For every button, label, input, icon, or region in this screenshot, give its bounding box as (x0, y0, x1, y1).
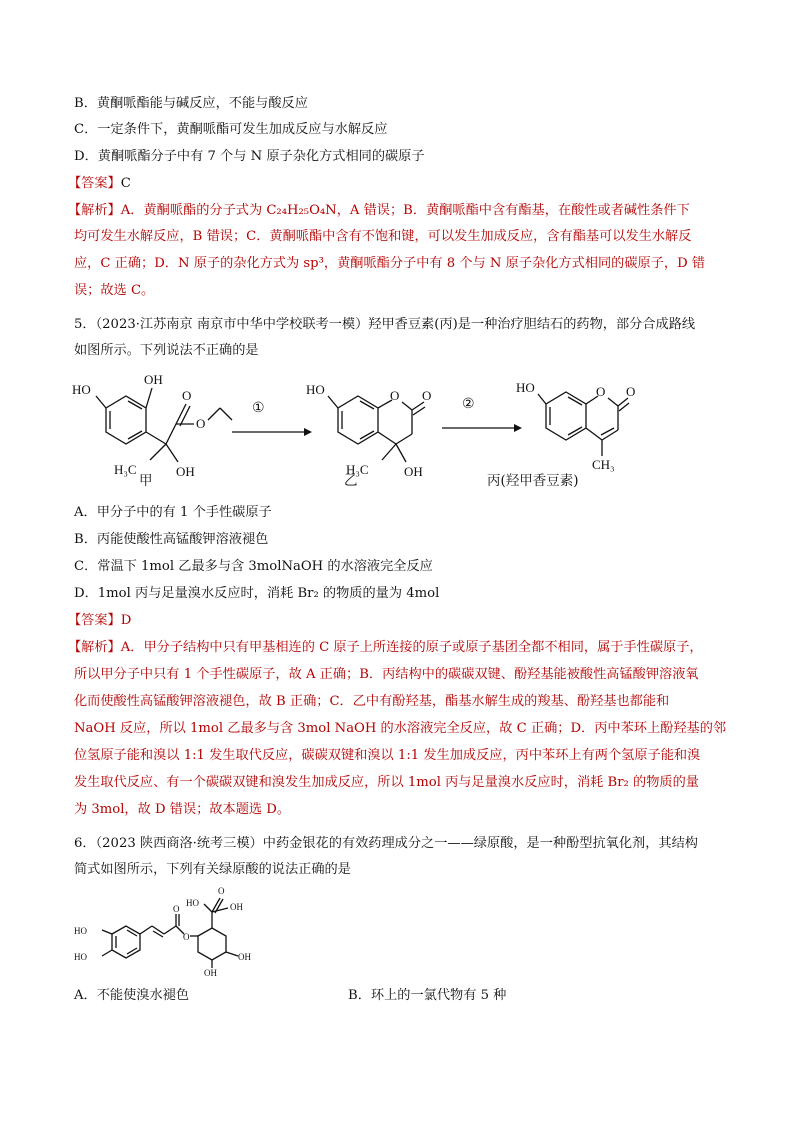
atom-label: HO (74, 952, 87, 962)
chlorogenic-acid-structure (70, 884, 270, 976)
q4-option-d: D．黄酮哌酯分子中有 7 个与 N 原子杂化方式相同的碳原子 (74, 149, 425, 164)
atom-label: O (596, 384, 606, 399)
atom-label: H₃C (114, 462, 137, 477)
atom-label: O (183, 932, 190, 942)
step-label: ② (462, 397, 475, 412)
q6-stem-line: 6．（2023 陕西商洛·统考三模）中药金银花的有效药理成分之一——绿原酸，是一种酚型抗氧化剂，其结构 (74, 836, 698, 851)
atom-label: OH (176, 464, 195, 479)
arrowhead-icon (304, 428, 312, 436)
q4-option-c: C．一定条件下，黄酮哌酯可发生加成反应与水解反应 (74, 122, 388, 137)
atom-label: O (182, 388, 192, 403)
q5-stem-line: 5．（2023·江苏南京 南京市中华中学校联考一模）羟甲香豆素(丙)是一种治疗胆结石的药物，部分合成路线 (74, 317, 696, 332)
q4-analysis-line (68, 198, 728, 224)
q5-analysis-line (68, 635, 728, 661)
atom-label: O (218, 886, 225, 896)
atom-label: O (390, 388, 400, 403)
q6-stem-line: 简式如图所示，下列有关绿原酸的说法正确的是 (74, 862, 351, 877)
q5-analysis-line: 位氢原子能和溴以 1:1 发生取代反应，碳碳双键和溴以 1:1 发生加成反应，丙中苯环上有两个氢原子能和溴 (74, 748, 701, 763)
atom-label: OH (404, 464, 423, 479)
answer-value: C (120, 176, 131, 191)
compound-yi-structure (306, 382, 431, 479)
atom-label: HO (306, 382, 325, 397)
step-label: ① (252, 401, 265, 416)
compound-bing-structure (516, 380, 635, 472)
analysis-tag: 【解析】 (68, 640, 121, 655)
analysis-tag: 【解析】 (68, 203, 121, 218)
q5-option-b: B．丙能使酸性高锰酸钾溶液褪色 (74, 532, 269, 547)
q5-option-a: A．甲分子中的有 1 个手性碳原子 (74, 505, 272, 520)
atom-label: O (626, 384, 636, 399)
q6-option-b: B．环上的一氯代物有 5 种 (348, 988, 507, 1003)
arrowhead-icon (514, 424, 522, 432)
atom-label: HO (74, 926, 87, 936)
atom-label: OH (204, 968, 217, 976)
atom-label: OH (238, 952, 251, 962)
analysis-text: A．黄酮哌酯的分子式为 C₂₄H₂₅O₄N，A 错误；B．黄酮哌酯中含有酯基，在酸性或者碱性条件下 (120, 203, 690, 218)
q5-analysis-line: 为 3mol，故 D 错误；故本题选 D。 (74, 802, 291, 817)
q5-option-d: D．1mol 丙与足量溴水反应时，消耗 Br₂ 的物质的量为 4mol (74, 586, 440, 601)
atom-label: O (196, 416, 206, 431)
q4-analysis-line: 均可发生水解反应，B 错误；C．黄酮哌酯中含有不饱和键，可以发生加成反应，含有酯基可以发生水解反 (74, 229, 692, 244)
answer-tag: 【答案】 (68, 613, 121, 628)
q6-option-a: A．不能使溴水褪色 (74, 988, 190, 1003)
q5-stem-line: 如图所示。下列说法不正确的是 (74, 343, 259, 358)
answer-tag: 【答案】 (68, 176, 121, 191)
atom-label: O (173, 904, 180, 914)
atom-label: O (422, 388, 432, 403)
compound-label-yi: 乙 (344, 473, 358, 489)
q4-analysis-line: 应，C 正确；D．N 原子的杂化方式为 sp³，黄酮哌酯分子中有 8 个与 N 原子杂化方式相同的碳原子，D 错 (74, 256, 706, 271)
q5-option-c: C．常温下 1mol 乙最多与含 3molNaOH 的水溶液完全反应 (74, 559, 433, 574)
q5-analysis-line: 所以甲分子中只有 1 个手性碳原子，故 A 正确；B．丙结构中的碳碳双键、酚羟基能被酸性高锰酸钾溶液氧 (74, 667, 699, 682)
atom-label: OH (144, 372, 163, 387)
q4-answer (68, 171, 728, 197)
atom-label: HO (72, 382, 91, 397)
compound-label-bing: 丙(羟甲香豆素) (487, 473, 579, 489)
q4-analysis-line: 误；故选 C。 (74, 283, 155, 298)
atom-label: HO (516, 380, 535, 395)
atom-label: CH₃ (592, 457, 615, 472)
q5-analysis-line: NaOH 反应，所以 1mol 乙最多与含 3mol NaOH 的水溶液完全反应，故 C 正确；D．丙中苯环上酚羟基的邻 (74, 721, 727, 736)
analysis-text: A．甲分子结构中只有甲基相连的 C 原子上所连接的原子或原子基团全都不相同，属于手性碳原子， (120, 640, 703, 655)
q5-analysis-line: 发生取代反应、有一个碳碳双键和溴发生加成反应，所以 1mol 丙与足量溴水反应时，消耗 Br₂ 的物质的量 (74, 775, 699, 790)
answer-value: D (120, 613, 132, 628)
compound-jia-structure (72, 372, 232, 479)
q4-option-b: B．黄酮哌酯能与碱反应，不能与酸反应 (74, 96, 308, 111)
compound-label-jia: 甲 (139, 473, 153, 489)
q5-answer (68, 608, 728, 634)
atom-label: H₃C (346, 462, 369, 477)
atom-label: OH (230, 902, 243, 912)
atom-label: HO (186, 898, 199, 908)
q5-analysis-line: 化而使酸性高锰酸钾溶液褪色，故 B 正确；C．乙中有酚羟基，酯基水解生成的羧基、酚羟基也都能和 (74, 694, 670, 709)
